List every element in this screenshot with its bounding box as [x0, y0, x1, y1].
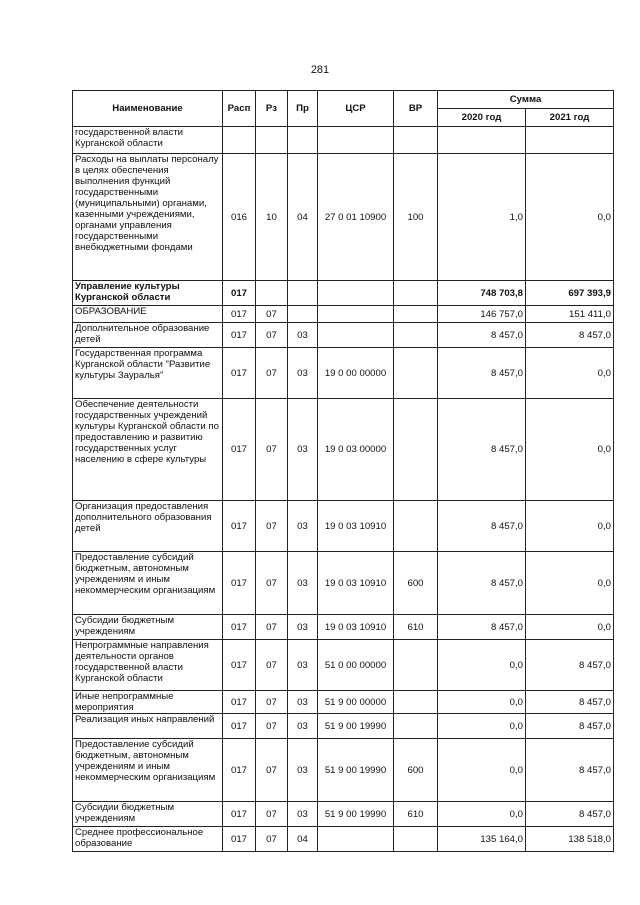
cell-name: ОБРАЗОВАНИЕ — [73, 306, 223, 323]
cell-rz: 07 — [256, 802, 288, 827]
cell-pr: 03 — [288, 399, 318, 501]
table-row — [73, 348, 614, 399]
cell-name: Организация предоставления дополнительного образования детей — [73, 501, 223, 552]
cell-name: Субсидии бюджетным учреждениям — [73, 615, 223, 640]
cell-rz: 07 — [256, 739, 288, 802]
header-2020: 2020 год — [438, 109, 526, 127]
cell-rasp: 017 — [223, 640, 256, 691]
cell-csr — [318, 127, 394, 154]
cell-vr — [394, 714, 438, 739]
cell-rz: 07 — [256, 552, 288, 615]
cell-rz — [256, 127, 288, 154]
cell-rasp: 017 — [223, 306, 256, 323]
table-row — [73, 154, 614, 281]
table-row — [73, 323, 614, 348]
table-row — [73, 691, 614, 714]
cell-vr — [394, 399, 438, 501]
cell-y2020: 1,0 — [438, 154, 526, 281]
cell-y2021: 8 457,0 — [526, 323, 614, 348]
table-row — [73, 306, 614, 323]
cell-pr: 04 — [288, 827, 318, 852]
cell-y2020: 8 457,0 — [438, 348, 526, 399]
header-rasp: Расп — [223, 91, 256, 127]
budget-table — [72, 90, 614, 852]
cell-csr: 19 0 03 00000 — [318, 399, 394, 501]
cell-y2021: 0,0 — [526, 154, 614, 281]
cell-pr: 03 — [288, 348, 318, 399]
cell-name: Обеспечение деятельности государственных учреждений культуры Курганской области по предоставлению и развитию государственных услуг населению в сфере культуры — [73, 399, 223, 501]
cell-csr: 51 9 00 19990 — [318, 739, 394, 802]
cell-pr: 03 — [288, 691, 318, 714]
cell-vr — [394, 306, 438, 323]
cell-csr — [318, 281, 394, 306]
cell-vr — [394, 281, 438, 306]
cell-pr: 03 — [288, 714, 318, 739]
cell-vr: 610 — [394, 802, 438, 827]
cell-y2021: 0,0 — [526, 348, 614, 399]
cell-rz: 07 — [256, 399, 288, 501]
cell-pr — [288, 306, 318, 323]
cell-y2020: 0,0 — [438, 714, 526, 739]
cell-rasp: 017 — [223, 691, 256, 714]
cell-name: Иные непрограммные мероприятия — [73, 691, 223, 714]
cell-rasp: 017 — [223, 802, 256, 827]
table-row — [73, 802, 614, 827]
cell-vr — [394, 348, 438, 399]
table-row — [73, 552, 614, 615]
cell-pr: 03 — [288, 640, 318, 691]
cell-name: Непрограммные направления деятельности органов государственной власти Курганской области — [73, 640, 223, 691]
cell-name: Расходы на выплаты персоналу в целях обеспечения выполнения функций государственными (муниципальными) органами, казенными учреждениями, органами управления государственными внебюджетными фондами — [73, 154, 223, 281]
cell-rasp: 017 — [223, 399, 256, 501]
cell-csr: 51 9 00 19990 — [318, 802, 394, 827]
cell-rz: 10 — [256, 154, 288, 281]
cell-name: Государственная программа Курганской области "Развитие культуры Зауралья" — [73, 348, 223, 399]
table-row — [73, 127, 614, 154]
table-row — [73, 501, 614, 552]
cell-rz: 07 — [256, 827, 288, 852]
cell-rz: 07 — [256, 323, 288, 348]
table-row — [73, 739, 614, 802]
cell-y2021: 0,0 — [526, 399, 614, 501]
cell-pr: 03 — [288, 739, 318, 802]
cell-y2020 — [438, 127, 526, 154]
cell-csr: 51 9 00 19990 — [318, 714, 394, 739]
cell-vr: 600 — [394, 552, 438, 615]
cell-rasp — [223, 127, 256, 154]
cell-y2021: 8 457,0 — [526, 691, 614, 714]
cell-pr — [288, 127, 318, 154]
cell-pr: 03 — [288, 552, 318, 615]
cell-y2020: 8 457,0 — [438, 323, 526, 348]
header-name: Наименование — [73, 91, 223, 127]
cell-vr — [394, 691, 438, 714]
cell-y2021: 151 411,0 — [526, 306, 614, 323]
cell-csr: 19 0 03 10910 — [318, 615, 394, 640]
cell-rasp: 017 — [223, 501, 256, 552]
cell-y2021: 8 457,0 — [526, 714, 614, 739]
cell-csr: 19 0 03 10910 — [318, 552, 394, 615]
cell-rasp: 017 — [223, 615, 256, 640]
cell-rz: 07 — [256, 714, 288, 739]
header-pr: Пр — [288, 91, 318, 127]
cell-csr: 51 0 00 00000 — [318, 640, 394, 691]
cell-y2020: 8 457,0 — [438, 615, 526, 640]
cell-y2021: 0,0 — [526, 501, 614, 552]
cell-vr: 600 — [394, 739, 438, 802]
table-row — [73, 827, 614, 852]
cell-csr — [318, 323, 394, 348]
cell-vr — [394, 127, 438, 154]
cell-rz — [256, 281, 288, 306]
cell-pr: 04 — [288, 154, 318, 281]
cell-y2021 — [526, 127, 614, 154]
cell-y2020: 8 457,0 — [438, 552, 526, 615]
cell-vr — [394, 640, 438, 691]
cell-name: Дополнительное образование детей — [73, 323, 223, 348]
cell-rz: 07 — [256, 615, 288, 640]
cell-rz: 07 — [256, 348, 288, 399]
cell-rz: 07 — [256, 640, 288, 691]
cell-rasp: 017 — [223, 552, 256, 615]
cell-pr — [288, 281, 318, 306]
cell-vr: 610 — [394, 615, 438, 640]
table-row — [73, 714, 614, 739]
table-row — [73, 640, 614, 691]
cell-csr — [318, 306, 394, 323]
cell-y2020: 146 757,0 — [438, 306, 526, 323]
cell-rasp: 017 — [223, 739, 256, 802]
cell-name: Предоставление субсидий бюджетным, автономным учреждениям и иным некоммерческим организациям — [73, 739, 223, 802]
cell-csr: 19 0 03 10910 — [318, 501, 394, 552]
cell-rasp: 017 — [223, 827, 256, 852]
header-2021: 2021 год — [526, 109, 614, 127]
cell-vr — [394, 827, 438, 852]
cell-y2021: 8 457,0 — [526, 640, 614, 691]
page-number: 281 — [310, 64, 330, 76]
cell-csr — [318, 827, 394, 852]
cell-y2020: 0,0 — [438, 802, 526, 827]
cell-name: Предоставление субсидий бюджетным, автономным учреждениям и иным некоммерческим организациям — [73, 552, 223, 615]
cell-rz: 07 — [256, 501, 288, 552]
cell-y2020: 0,0 — [438, 640, 526, 691]
cell-y2021: 697 393,9 — [526, 281, 614, 306]
cell-pr: 03 — [288, 802, 318, 827]
header-rz: Рз — [256, 91, 288, 127]
cell-csr: 51 9 00 00000 — [318, 691, 394, 714]
cell-rasp: 017 — [223, 323, 256, 348]
cell-y2020: 748 703,8 — [438, 281, 526, 306]
header-vr: ВР — [394, 91, 438, 127]
cell-csr: 27 0 01 10900 — [318, 154, 394, 281]
cell-rasp: 017 — [223, 714, 256, 739]
cell-pr: 03 — [288, 501, 318, 552]
cell-y2021: 0,0 — [526, 552, 614, 615]
cell-y2021: 0,0 — [526, 615, 614, 640]
cell-pr: 03 — [288, 615, 318, 640]
cell-vr: 100 — [394, 154, 438, 281]
cell-name: Субсидии бюджетным учреждениям — [73, 802, 223, 827]
cell-rasp: 016 — [223, 154, 256, 281]
cell-y2021: 8 457,0 — [526, 802, 614, 827]
cell-rasp: 017 — [223, 348, 256, 399]
cell-rasp: 017 — [223, 281, 256, 306]
cell-y2021: 8 457,0 — [526, 739, 614, 802]
cell-y2020: 8 457,0 — [438, 501, 526, 552]
cell-y2020: 8 457,0 — [438, 399, 526, 501]
cell-rz: 07 — [256, 691, 288, 714]
table-row — [73, 615, 614, 640]
table-row — [73, 399, 614, 501]
cell-vr — [394, 323, 438, 348]
cell-y2020: 135 164,0 — [438, 827, 526, 852]
cell-name: Реализация иных направлений — [73, 714, 223, 739]
cell-y2020: 0,0 — [438, 739, 526, 802]
cell-y2021: 138 518,0 — [526, 827, 614, 852]
cell-csr: 19 0 00 00000 — [318, 348, 394, 399]
cell-pr: 03 — [288, 323, 318, 348]
cell-name: Управление культуры Курганской области — [73, 281, 223, 306]
header-sum: Сумма — [438, 91, 614, 109]
cell-y2020: 0,0 — [438, 691, 526, 714]
cell-vr — [394, 501, 438, 552]
table-body — [73, 127, 614, 852]
table-row — [73, 281, 614, 306]
cell-name: государственной власти Курганской области — [73, 127, 223, 154]
cell-rz: 07 — [256, 306, 288, 323]
header-csr: ЦСР — [318, 91, 394, 127]
cell-name: Среднее профессиональное образование — [73, 827, 223, 852]
